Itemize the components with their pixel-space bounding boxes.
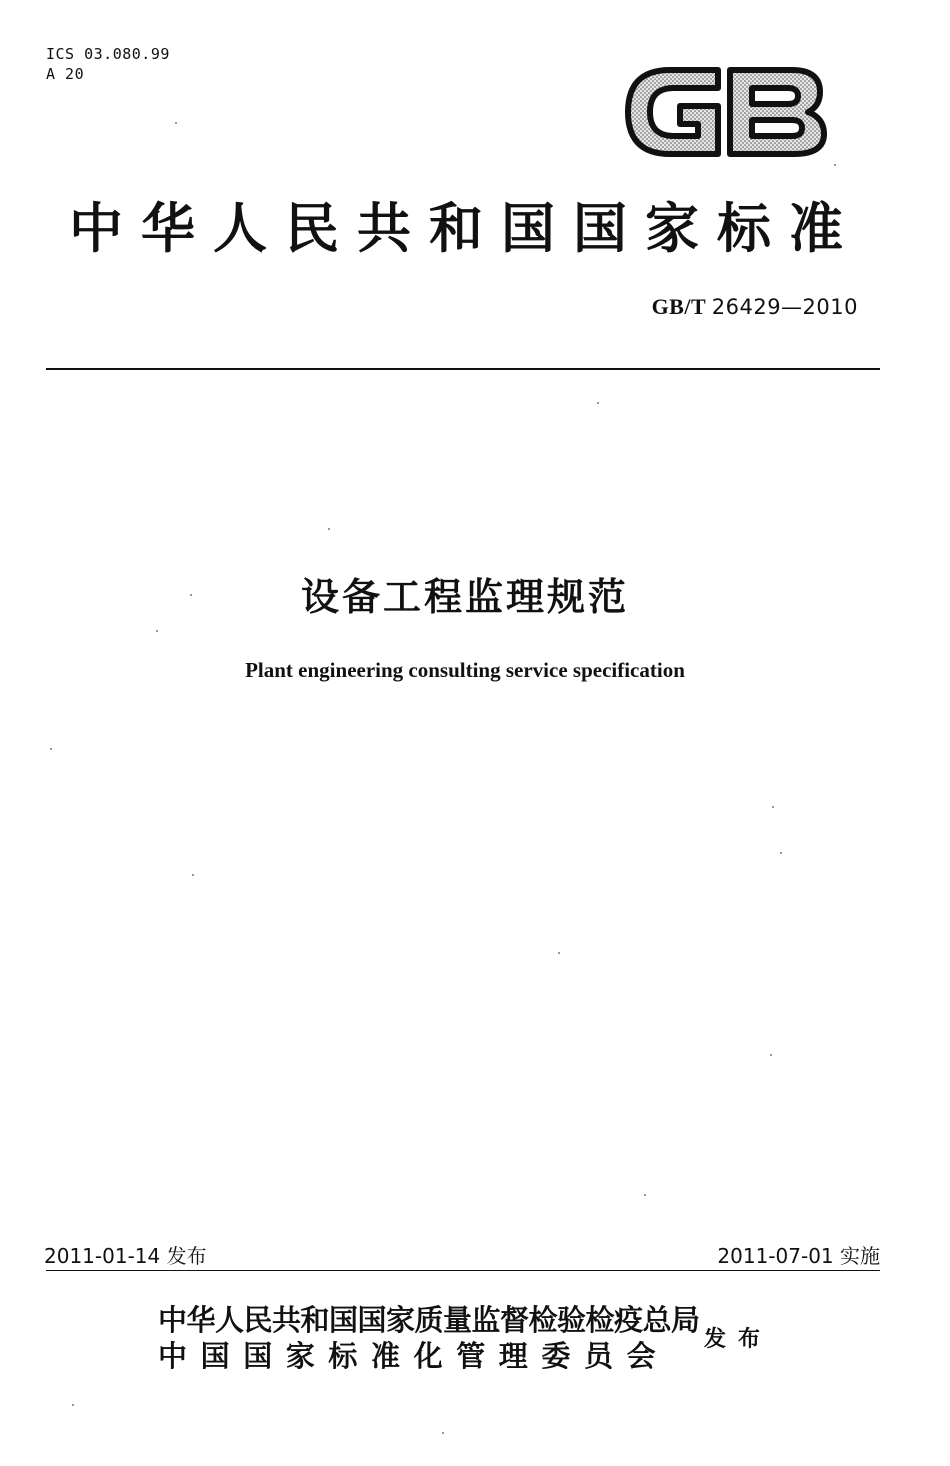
classification-block (46, 44, 170, 84)
ccs-code: A 20 (46, 65, 85, 83)
issue-date: 2011-01-14 发布 (44, 1244, 207, 1268)
issuer-aqsiq: 中华人民共和国国家质量监督检验检疫总局 (158, 1303, 700, 1337)
gb-logo-graphic (622, 58, 832, 166)
issuing-authorities (158, 1302, 700, 1374)
issuer-sac: 中国国家标准化管理委员会 (158, 1339, 670, 1373)
publish-label: 发布 (704, 1326, 773, 1352)
header-divider (46, 368, 880, 370)
document-title-english: Plant engineering consulting service specification (245, 658, 685, 682)
national-standard-banner: 中华人民共和国国家标准 (69, 196, 861, 260)
standard-number (652, 294, 858, 320)
standard-prefix: GB/T (651, 294, 706, 319)
gb-logo (622, 58, 832, 166)
footer-divider (46, 1270, 880, 1271)
standard-code: 26429—2010 (711, 295, 858, 319)
document-title-chinese: 设备工程监理规范 (300, 575, 629, 619)
ics-code: ICS 03.080.99 (46, 45, 170, 63)
implementation-date: 2011-07-01 实施 (717, 1244, 880, 1268)
